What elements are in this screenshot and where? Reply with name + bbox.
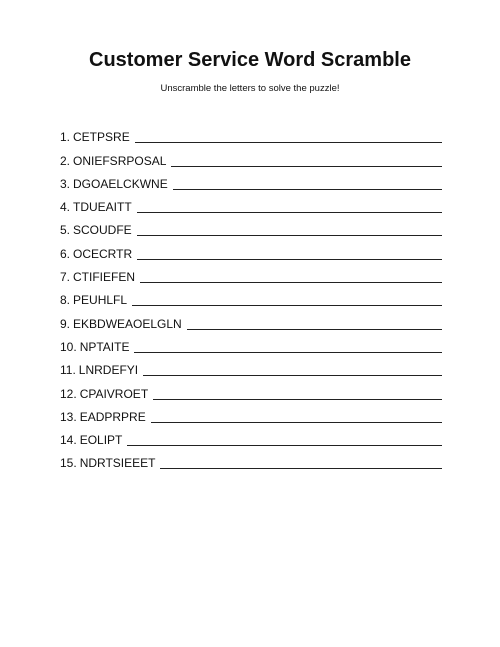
scrambled-word: EADPRPRE	[79, 409, 146, 424]
item-number: 1.	[60, 130, 71, 145]
item-number: 4.	[60, 200, 71, 215]
scrambled-word: CETPSRE	[73, 130, 130, 145]
answer-line[interactable]	[160, 456, 442, 469]
answer-line[interactable]	[134, 340, 442, 353]
item-number: 9.	[60, 316, 71, 331]
scrambled-word: EKBDWEAOELGLN	[73, 316, 182, 331]
item-number: 14.	[60, 433, 77, 448]
scrambled-word: CTIFIEFEN	[73, 270, 136, 285]
scrambled-word: NPTAITE	[79, 339, 130, 354]
instructions: Unscramble the letters to solve the puzzle!	[160, 83, 340, 94]
scrambled-word: TDUEAITT	[73, 200, 132, 215]
scrambled-word: OCECRTR	[73, 246, 133, 261]
answer-line[interactable]	[151, 410, 442, 423]
item-number: 2.	[60, 153, 71, 168]
answer-line[interactable]	[132, 293, 442, 306]
answer-line[interactable]	[153, 387, 442, 400]
scramble-item	[60, 285, 442, 308]
scramble-list	[60, 122, 442, 471]
answer-line[interactable]	[140, 270, 442, 283]
item-number: 10.	[60, 339, 77, 354]
answer-line[interactable]	[137, 247, 442, 260]
answer-line[interactable]	[173, 177, 442, 190]
answer-line[interactable]	[137, 223, 442, 236]
scramble-item	[60, 122, 442, 145]
item-number: 3.	[60, 176, 71, 191]
item-number: 6.	[60, 246, 71, 261]
scramble-item	[60, 169, 442, 192]
answer-line[interactable]	[171, 154, 442, 167]
scrambled-word: ONIEFSRPOSAL	[73, 153, 167, 168]
item-number: 5.	[60, 223, 71, 238]
scramble-item	[60, 332, 442, 355]
scramble-item	[60, 145, 442, 168]
scramble-item	[60, 262, 442, 285]
scrambled-word: PEUHLFL	[73, 293, 128, 308]
scrambled-word: NDRTSIEEET	[79, 456, 156, 471]
scramble-item	[60, 378, 442, 401]
item-number: 7.	[60, 270, 71, 285]
answer-line[interactable]	[137, 200, 442, 213]
scramble-item	[60, 425, 442, 448]
scrambled-word: SCOUDFE	[73, 223, 132, 238]
scrambled-word: EOLIPT	[79, 433, 123, 448]
answer-line[interactable]	[127, 433, 442, 446]
item-number: 13.	[60, 409, 77, 424]
item-number: 15.	[60, 456, 77, 471]
answer-line[interactable]	[187, 317, 442, 330]
item-number: 12.	[60, 386, 77, 401]
answer-line[interactable]	[135, 130, 442, 143]
scramble-item	[60, 448, 442, 471]
item-number: 11.	[60, 363, 76, 378]
scramble-item	[60, 402, 442, 425]
scrambled-word: CPAIVROET	[79, 386, 149, 401]
answer-line[interactable]	[143, 363, 442, 376]
scramble-item	[60, 355, 442, 378]
scramble-item	[60, 215, 442, 238]
scramble-item	[60, 308, 442, 331]
scramble-item	[60, 192, 442, 215]
page-title: Customer Service Word Scramble	[89, 49, 411, 71]
scramble-item	[60, 238, 442, 261]
scrambled-word: DGOAELCKWNE	[73, 176, 168, 191]
item-number: 8.	[60, 293, 71, 308]
scrambled-word: LNRDEFYI	[78, 363, 139, 378]
